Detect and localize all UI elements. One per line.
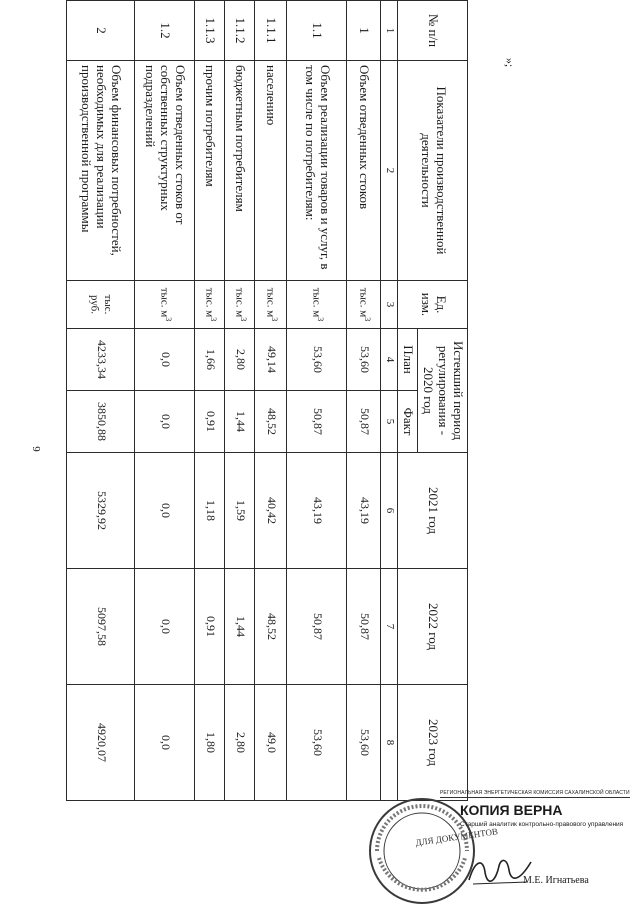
row-2022: 50,87: [287, 569, 347, 685]
row-2022: 0,0: [135, 569, 195, 685]
copy-header: РЕГИОНАЛЬНАЯ ЭНЕРГЕТИЧЕСКАЯ КОМИССИЯ САХАЛИНСКОЙ ОБЛАСТИ: [440, 790, 630, 796]
row-2023: 0,0: [135, 685, 195, 801]
unit-sup: 3: [315, 317, 325, 322]
header-unit: Ед. изм.: [398, 281, 468, 329]
copy-position: Старший аналитик контрольно-правового управления: [460, 821, 624, 828]
row-2021: 43,19: [287, 453, 347, 569]
column-number-row: [381, 1, 398, 801]
row-2021: 0,0: [135, 453, 195, 569]
copy-certification-stamp: [365, 790, 635, 905]
row-2022: 5097,58: [67, 569, 135, 685]
row-unit: [287, 281, 347, 329]
table-row: [287, 1, 347, 801]
row-name: бюджетным потребителям: [225, 61, 255, 281]
row-unit: [135, 281, 195, 329]
stray-mark: »;: [503, 57, 518, 68]
col-number: 3: [381, 281, 398, 329]
row-name: Объем финансовых потребностей, необходимых для реализации производственной программы: [67, 61, 135, 281]
signatory-name: М.Е. Игнатьева: [523, 875, 589, 886]
table-row: [195, 1, 225, 801]
row-fact: 1,44: [225, 391, 255, 453]
col-number: 6: [381, 453, 398, 569]
row-plan: 4233,34: [67, 329, 135, 391]
row-unit: [225, 281, 255, 329]
row-2022: 50,87: [347, 569, 381, 685]
row-num: 1.1.1: [255, 1, 287, 61]
unit-sup: 3: [208, 317, 218, 322]
row-unit: [347, 281, 381, 329]
row-2023: 53,60: [347, 685, 381, 801]
row-name: Объем реализации товаров и услуг, в том числе по потребителям:: [287, 61, 347, 281]
row-2022: 0,91: [195, 569, 225, 685]
table-row: [347, 1, 381, 801]
unit-sup: 3: [238, 317, 248, 322]
row-fact: 50,87: [287, 391, 347, 453]
col-number: 7: [381, 569, 398, 685]
copy-title: КОПИЯ ВЕРНА: [460, 802, 563, 818]
col-number: 2: [381, 61, 398, 281]
row-fact: 0,91: [195, 391, 225, 453]
row-plan: 49,14: [255, 329, 287, 391]
row-fact: 48,52: [255, 391, 287, 453]
row-num: 1.1: [287, 1, 347, 61]
copy-box: [440, 790, 630, 828]
row-name: населению: [255, 61, 287, 281]
header-2023: 2023 год: [398, 685, 468, 801]
unit-text: тыс. м: [309, 287, 322, 318]
seal-label: ДЛЯ ДОКУМЕНТОВ: [414, 826, 499, 848]
unit-sup: 3: [269, 317, 279, 322]
row-unit: [195, 281, 225, 329]
col-number: 4: [381, 329, 398, 391]
row-2021: 5329,92: [67, 453, 135, 569]
row-fact: 3850,88: [67, 391, 135, 453]
row-name: Объем отведенных стоков: [347, 61, 381, 281]
row-num: 1: [347, 1, 381, 61]
row-2022: 1,44: [225, 569, 255, 685]
row-fact: 0,0: [135, 391, 195, 453]
row-2023: 4920,07: [67, 685, 135, 801]
col-number: 8: [381, 685, 398, 801]
header-num: № п/п: [398, 1, 468, 61]
row-num: 1.1.2: [225, 1, 255, 61]
row-unit: [67, 281, 135, 329]
table-row: [67, 1, 135, 801]
row-2023: 53,60: [287, 685, 347, 801]
col-number: 1: [381, 1, 398, 61]
table-row: [225, 1, 255, 801]
page-number: 6: [30, 446, 43, 452]
row-2023: 1,80: [195, 685, 225, 801]
unit-text: тыс. м: [356, 287, 369, 318]
row-2021: 43,19: [347, 453, 381, 569]
header-2022: 2022 год: [398, 569, 468, 685]
table-row: [255, 1, 287, 801]
unit-sup: 3: [163, 317, 173, 322]
row-plan: 1,66: [195, 329, 225, 391]
unit-text: тыс. м: [263, 287, 276, 318]
row-2021: 1,18: [195, 453, 225, 569]
row-plan: 53,60: [287, 329, 347, 391]
row-name: Объем отведенных стоков от собственных структурных подразделений: [135, 61, 195, 281]
table-row: [135, 1, 195, 801]
unit-text: тыс. м: [157, 287, 170, 318]
row-plan: 53,60: [347, 329, 381, 391]
row-2023: 49,0: [255, 685, 287, 801]
unit-text: тыс. м: [232, 287, 245, 318]
production-table-wrapper: [78, 0, 468, 800]
row-2023: 2,80: [225, 685, 255, 801]
row-unit: [255, 281, 287, 329]
row-num: 1.1.3: [195, 1, 225, 61]
row-fact: 50,87: [347, 391, 381, 453]
row-plan: 0,0: [135, 329, 195, 391]
unit-text: тыс. руб.: [87, 294, 114, 315]
header-fact: Факт: [398, 391, 418, 453]
header-plan: План: [398, 329, 418, 391]
row-name: прочим потребителям: [195, 61, 225, 281]
col-number: 5: [381, 391, 398, 453]
row-num: 1.2: [135, 1, 195, 61]
unit-sup: 3: [362, 317, 372, 322]
header-indicator: Показатели производственной деятельности: [398, 61, 468, 281]
header-row: [418, 1, 468, 801]
row-2022: 48,52: [255, 569, 287, 685]
row-2021: 1,59: [225, 453, 255, 569]
row-2021: 40,42: [255, 453, 287, 569]
production-indicators-table: [66, 0, 468, 801]
header-past-period: Истекший период регулирования - 2020 год: [418, 329, 468, 453]
row-num: 2: [67, 1, 135, 61]
header-2021: 2021 год: [398, 453, 468, 569]
row-plan: 2,80: [225, 329, 255, 391]
unit-text: тыс. м: [202, 287, 215, 318]
